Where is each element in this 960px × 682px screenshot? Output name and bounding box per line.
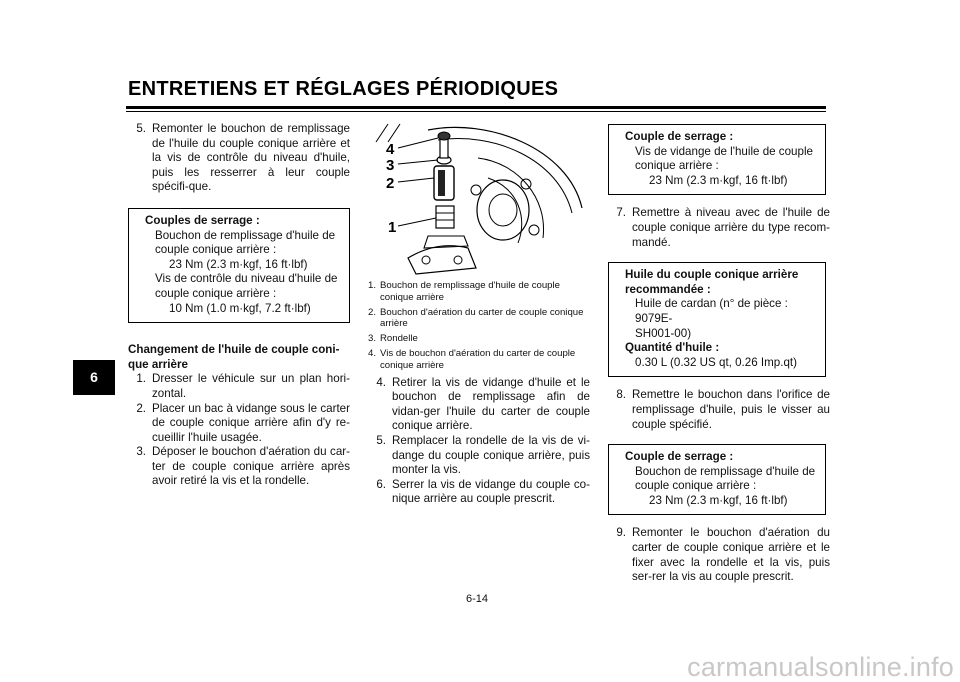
- box-line: Bouchon de remplissage d'huile de: [155, 228, 336, 242]
- box-line: couple conique arrière :: [155, 286, 277, 300]
- box-value: 23 Nm (2.3 m·kgf, 16 ft·lbf): [649, 493, 788, 507]
- box-title: recommandée :: [625, 282, 711, 296]
- step-9: [608, 526, 830, 584]
- torque-box-drain: [608, 124, 826, 195]
- box-line: couple conique arrière :: [635, 479, 757, 493]
- step-text: Serrer la vis de vidange du couple co-nique arrière au couple prescrit.: [392, 477, 590, 506]
- step-text: Retirer la vis de vidange d'huile et le bouchon de remplissage afin de vidan-ger l'huile du carter de couple conique arrière.: [392, 375, 590, 433]
- step-number: 9.: [616, 526, 626, 540]
- step-number: 5.: [136, 122, 146, 135]
- section-heading-line: que arrière: [128, 357, 188, 371]
- box-value: 23 Nm (2.3 m·kgf, 16 ft·lbf): [169, 257, 308, 271]
- caption-text: Vis de bouchon d'aération du carter de couple conique arrière: [380, 347, 576, 371]
- caption-text: Bouchon d'aération du carter de couple conique arrière: [380, 306, 584, 330]
- step-text: Déposer le bouchon d'aération du car-ter de couple conique arrière après avoir retiré la vis et la rondelle.: [152, 445, 350, 488]
- step-text: Remettre le bouchon dans l'orifice de remplissage d'huile, puis le visser au couple spécifié.: [632, 388, 830, 431]
- step-4: [368, 376, 590, 434]
- oil-spec-box: [608, 262, 826, 377]
- step-number: 2.: [136, 401, 146, 415]
- gear-case-drawing: [368, 118, 590, 278]
- callout-4: 4: [386, 141, 395, 158]
- step-5b: [368, 434, 590, 478]
- step-number: 3.: [136, 445, 146, 459]
- step-3: [128, 445, 350, 489]
- caption-item: [368, 307, 590, 331]
- callout-1: 1: [388, 219, 397, 236]
- section-heading-line: Changement de l'huile de couple coni-: [128, 343, 340, 357]
- step-text: Dresser le véhicule sur un plan hori-zontal.: [152, 372, 350, 400]
- caption-text: Rondelle: [380, 333, 418, 345]
- header-rule-thin: [126, 111, 826, 112]
- middle-column: [368, 118, 590, 507]
- caption-text: Bouchon de remplissage d'huile de couple conique arrière: [380, 280, 560, 303]
- step-number: 8.: [616, 388, 626, 402]
- figure-captions: [368, 280, 590, 372]
- box-line: SH001-00): [635, 326, 692, 340]
- box-line: Huile de cardan (n° de pièce : 9079E-: [635, 297, 788, 325]
- caption-number: 2.: [368, 306, 377, 318]
- step-7: [608, 206, 830, 250]
- step-number: 7.: [616, 206, 626, 220]
- step-text: Remonter le bouchon de remplissage de l'huile du couple conique arrière et la vis de contrôle du niveau d'huile, puis les resserrer à leur couple spécifi-que.: [152, 122, 350, 194]
- step-text: Remplacer la rondelle de la vis de vi-dange du couple conique arrière, puis monter la vis.: [392, 433, 590, 477]
- caption-item: [368, 333, 590, 345]
- step-1: [128, 372, 350, 401]
- step-number: 4.: [376, 375, 386, 389]
- page-number: 6-14: [466, 593, 489, 605]
- header-rule: [126, 106, 826, 109]
- step-6: [368, 478, 590, 507]
- box-value: 0.30 L (0.32 US qt, 0.26 Imp.qt): [635, 355, 797, 369]
- right-column: [608, 124, 830, 585]
- box-title: Quantité d'huile :: [625, 341, 720, 355]
- caption-item: [368, 348, 590, 372]
- torque-box: [128, 208, 350, 323]
- page-title: ENTRETIENS ET RÉGLAGES PÉRIODIQUES: [128, 78, 559, 100]
- step-number: 5.: [376, 433, 386, 447]
- step-text: Remettre à niveau avec de l'huile de couple conique arrière du type recom-mandé.: [632, 206, 830, 249]
- section-heading: [128, 343, 350, 372]
- caption-number: 3.: [368, 333, 377, 345]
- step-5: [128, 122, 350, 195]
- callout-2: 2: [386, 175, 395, 192]
- box-line: Vis de contrôle du niveau d'huile de: [155, 272, 338, 286]
- caption-number: 4.: [368, 347, 377, 359]
- box-title: Huile du couple conique arrière: [625, 268, 799, 282]
- box-title: Couple de serrage :: [625, 450, 734, 464]
- box-title: Couple de serrage :: [625, 130, 734, 143]
- caption-number: 1.: [368, 280, 377, 291]
- step-2: [128, 402, 350, 446]
- step-text: Remonter le bouchon d'aération du carter de couple conique arrière et le fixer avec la rondelle et la vis, puis ser-rer la vis au couple prescrit.: [632, 526, 830, 584]
- box-title: Couples de serrage :: [145, 213, 260, 227]
- left-column: [128, 122, 350, 489]
- callout-3: 3: [386, 157, 395, 174]
- torque-box-filler: [608, 444, 826, 515]
- box-value: 23 Nm (2.3 m·kgf, 16 ft·lbf): [649, 173, 788, 187]
- box-line: conique arrière :: [635, 159, 719, 173]
- box-line: Vis de vidange de l'huile de couple: [635, 144, 813, 158]
- step-number: 6.: [376, 477, 386, 491]
- step-8: [608, 388, 830, 432]
- gear-case-illustration: [368, 118, 590, 278]
- chapter-tab: 6: [73, 360, 115, 395]
- box-line: Bouchon de remplissage d'huile de: [635, 464, 816, 478]
- box-line: couple conique arrière :: [155, 243, 277, 257]
- step-text: Placer un bac à vidange sous le carter de couple conique arrière afin d'y re-cueillir l'huile usagée.: [152, 401, 350, 444]
- watermark-text: carmanualsonline.info: [687, 652, 954, 682]
- caption-item: [368, 280, 590, 304]
- step-number: 1.: [136, 372, 146, 386]
- box-value: 10 Nm (1.0 m·kgf, 7.2 ft·lbf): [169, 301, 311, 315]
